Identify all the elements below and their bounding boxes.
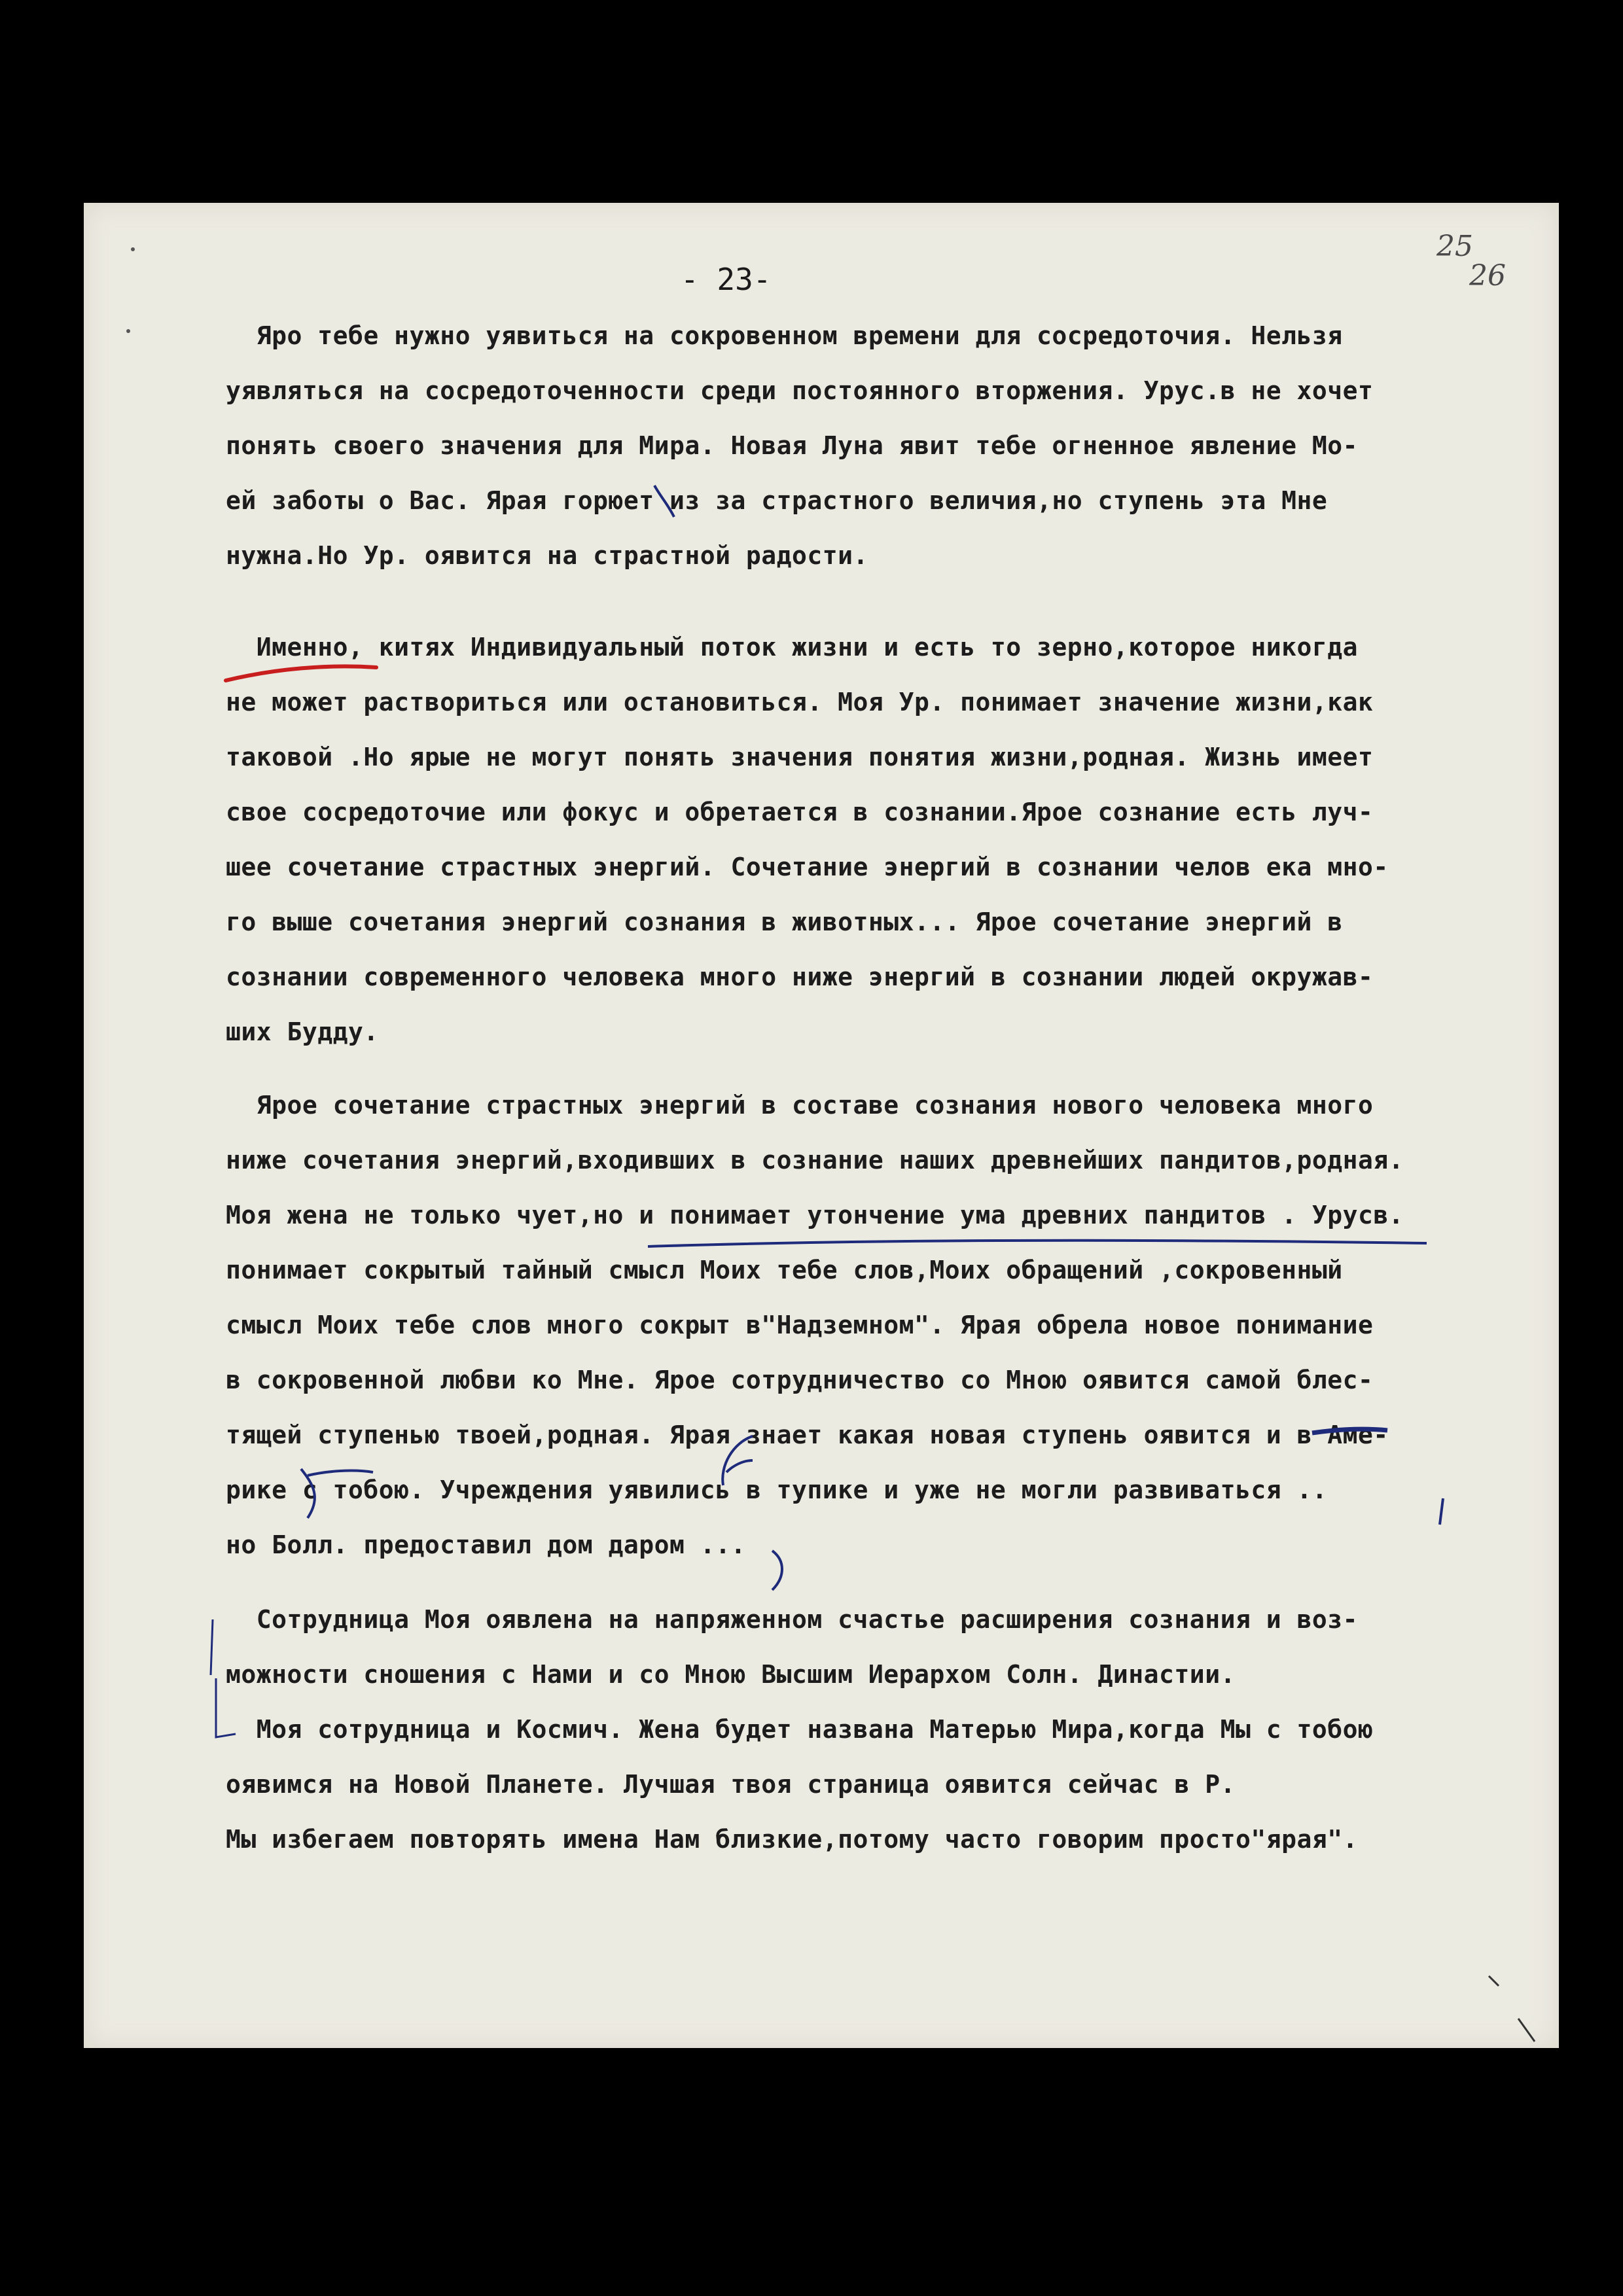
margin-speck: [126, 329, 130, 333]
text-line: Именно, китях Индивидуальный поток жизни и есть то зерно,которое никогда: [226, 633, 1358, 662]
text-line: не может раствориться или остановиться. Моя Ур. понимает значение жизни,как: [226, 688, 1374, 716]
text-line: Сотрудница Моя оявлена на напряженном счастье расширения сознания и воз-: [226, 1605, 1358, 1634]
text-line: го выше сочетания энергий сознания в животных... Ярое сочетание энергий в: [226, 908, 1343, 936]
margin-speck: [131, 247, 135, 251]
text-line: Мы избегаем повторять имена Нам близкие,потому часто говорим просто"ярая".: [226, 1825, 1358, 1854]
text-line: понимает сокрытый тайный смысл Моих тебе слов,Моих обращений ,сокровенный: [226, 1256, 1343, 1284]
text-line: Яро тебе нужно уявиться на сокровенном времени для сосредоточия. Нельзя: [226, 321, 1343, 350]
text-line: рике с тобою. Учреждения уявились в тупике и уже не могли развиваться ..: [226, 1475, 1328, 1504]
text-line: нужна.Но Ур. оявится на страстной радости.: [226, 541, 868, 570]
text-line: тящей ступенью твоей,родная. Ярая знает какая новая ступень оявится и в Аме-: [226, 1421, 1389, 1449]
text-line: Моя сотрудница и Космич. Жена будет названа Матерью Мира,когда Мы с тобою: [226, 1715, 1374, 1744]
page-number: - 23-: [681, 262, 772, 297]
text-line: свое сосредоточие или фокус и обретается в сознании.Ярое сознание есть луч-: [226, 798, 1374, 826]
text-line: можности сношения с Нами и со Мною Высшим Иерархом Солн. Династии.: [226, 1660, 1236, 1689]
text-line: сознании современного человека много ниже энергий в сознании людей окружав-: [226, 963, 1374, 991]
text-line: оявимся на Новой Планете. Лучшая твоя страница оявится сейчас в Р.: [226, 1770, 1236, 1799]
text-line: таковой .Но ярые не могут понять значения понятия жизни,родная. Жизнь имеет: [226, 743, 1374, 771]
archive-number: [1436, 230, 1506, 292]
text-line: ниже сочетания энергий,входивших в сознание наших древнейших пандитов,родная.: [226, 1146, 1404, 1174]
archive-number-top: 25: [1436, 230, 1473, 263]
text-line: ей заботы о Вас. Ярая горюет из за страстного величия,но ступень эта Мне: [226, 486, 1328, 515]
text-line: но Болл. предоставил дом даром ...: [226, 1530, 746, 1559]
text-line: уявляться на сосредоточенности среди постоянного вторжения. Урус.в не хочет: [226, 376, 1374, 405]
archive-number-bottom: 26: [1469, 259, 1506, 292]
text-line: Ярое сочетание страстных энергий в составе сознания нового человека много: [226, 1091, 1374, 1120]
text-line: Моя жена не только чует,но и понимает утончение ума древних пандитов . Урусв.: [226, 1201, 1404, 1229]
text-line: шее сочетание страстных энергий. Сочетание энергий в сознании челов ека мно-: [226, 853, 1389, 881]
text-line: понять своего значения для Мира. Новая Луна явит тебе огненное явление Мо-: [226, 431, 1358, 460]
text-line: в сокровенной любви ко Мне. Ярое сотрудничество со Мною оявится самой блес-: [226, 1366, 1374, 1394]
text-line: ших Будду.: [226, 1017, 379, 1046]
text-line: смысл Моих тебе слов много сокрыт в"Надземном". Ярая обрела новое понимание: [226, 1311, 1374, 1339]
